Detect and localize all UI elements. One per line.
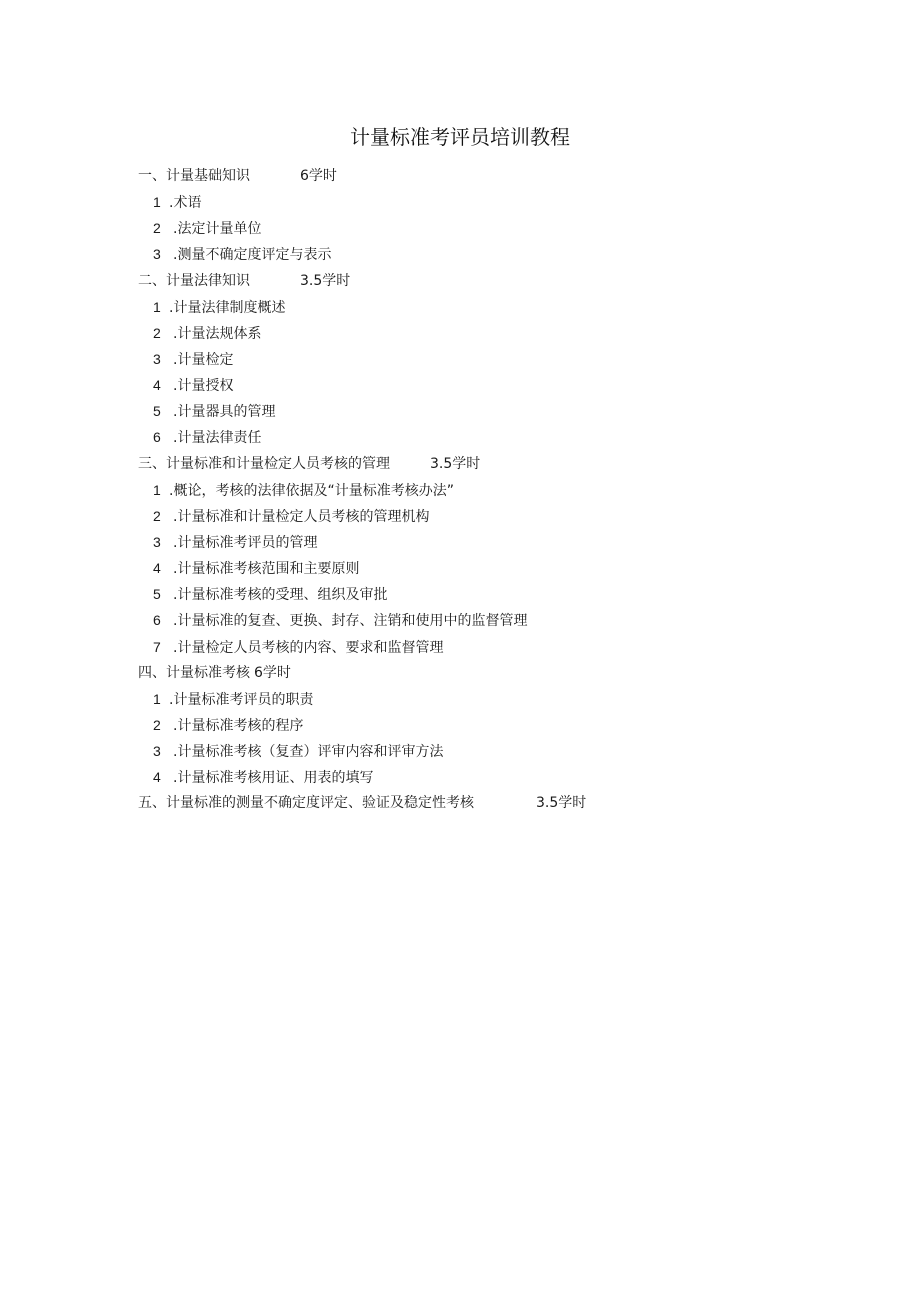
item-text: .计量授权	[173, 378, 234, 395]
item-text: .计量标准考核的程序	[173, 717, 304, 734]
document-title: 计量标准考评员培训教程	[350, 125, 570, 149]
section-hours: 3.5学时	[536, 795, 587, 812]
item-number: 3	[153, 246, 161, 263]
item-number: 1	[153, 690, 161, 707]
item-text: .计量法规体系	[173, 325, 262, 342]
list-item	[138, 555, 838, 581]
item-text: .计量标准考核范围和主要原则	[173, 561, 360, 578]
item-text: .计量标准考评员的职责	[169, 691, 314, 708]
course-outline	[138, 163, 838, 817]
list-item	[138, 764, 838, 790]
item-number: 4	[153, 560, 161, 577]
list-item	[138, 503, 838, 529]
list-item	[138, 529, 838, 555]
item-number: 1	[153, 194, 161, 211]
section-label: 三、计量标准和计量检定人员考核的管理	[138, 455, 390, 472]
section-label: 二、计量法律知识	[138, 272, 250, 289]
list-item	[138, 712, 838, 738]
section-label: 五、计量标准的测量不确定度评定、验证及稳定性考核	[138, 795, 474, 812]
section-label: 一、计量基础知识	[138, 168, 250, 184]
item-number: 5	[153, 586, 161, 603]
item-text: .计量器具的管理	[173, 404, 276, 421]
list-item	[138, 424, 838, 450]
item-text: .计量标准考核（复查）评审内容和评审方法	[173, 744, 444, 761]
section-heading	[138, 451, 838, 477]
section-label: 四、计量标准考核	[138, 664, 250, 681]
section-heading	[138, 163, 838, 189]
item-number: 1	[153, 481, 161, 498]
item-number: 7	[153, 638, 161, 655]
list-item	[138, 686, 838, 712]
list-item	[138, 294, 838, 320]
item-number: 2	[153, 220, 161, 237]
section-heading	[138, 660, 838, 686]
list-item	[138, 398, 838, 424]
list-item	[138, 607, 838, 633]
item-number: 2	[153, 716, 161, 733]
list-item	[138, 346, 838, 372]
list-item	[138, 215, 838, 241]
section-heading	[138, 790, 838, 816]
item-text: .计量标准和计量检定人员考核的管理机构	[173, 508, 430, 525]
list-item	[138, 477, 838, 503]
list-item	[138, 581, 838, 607]
item-number: 4	[153, 377, 161, 394]
item-number: 6	[153, 612, 161, 629]
list-item	[138, 372, 838, 398]
item-text: .计量标准考核用证、用表的填写	[173, 770, 374, 787]
item-number: 2	[153, 507, 161, 524]
item-text: .测量不确定度评定与表示	[173, 247, 332, 264]
section-hours: 3.5学时	[430, 455, 481, 472]
item-text: .概论，考核的法律依据及“计量标准考核办法”	[169, 482, 454, 499]
list-item	[138, 320, 838, 346]
item-text: .计量标准考评员的管理	[173, 534, 318, 551]
item-number: 4	[153, 769, 161, 786]
item-text: .法定计量单位	[173, 221, 262, 238]
item-number: 3	[153, 350, 161, 367]
section-heading	[138, 268, 838, 294]
item-text: .术语	[169, 195, 202, 212]
item-number: 3	[153, 533, 161, 550]
item-number: 6	[153, 429, 161, 446]
list-item	[138, 241, 838, 267]
item-number: 2	[153, 324, 161, 341]
item-number: 3	[153, 743, 161, 760]
item-number: 5	[153, 403, 161, 420]
item-text: .计量检定人员考核的内容、要求和监督管理	[173, 639, 444, 656]
item-text: .计量标准考核的受理、组织及审批	[173, 587, 388, 604]
list-item	[138, 634, 838, 660]
list-item	[138, 189, 838, 215]
section-hours: 6学时	[254, 664, 291, 681]
section-hours: 6学时	[300, 168, 337, 184]
item-number: 1	[153, 298, 161, 315]
item-text: .计量标准的复查、更换、封存、注销和使用中的监督管理	[173, 613, 528, 630]
item-text: .计量法律责任	[173, 430, 262, 447]
item-text: .计量检定	[173, 351, 234, 368]
item-text: .计量法律制度概述	[169, 299, 286, 316]
section-hours: 3.5学时	[300, 272, 351, 289]
list-item	[138, 738, 838, 764]
